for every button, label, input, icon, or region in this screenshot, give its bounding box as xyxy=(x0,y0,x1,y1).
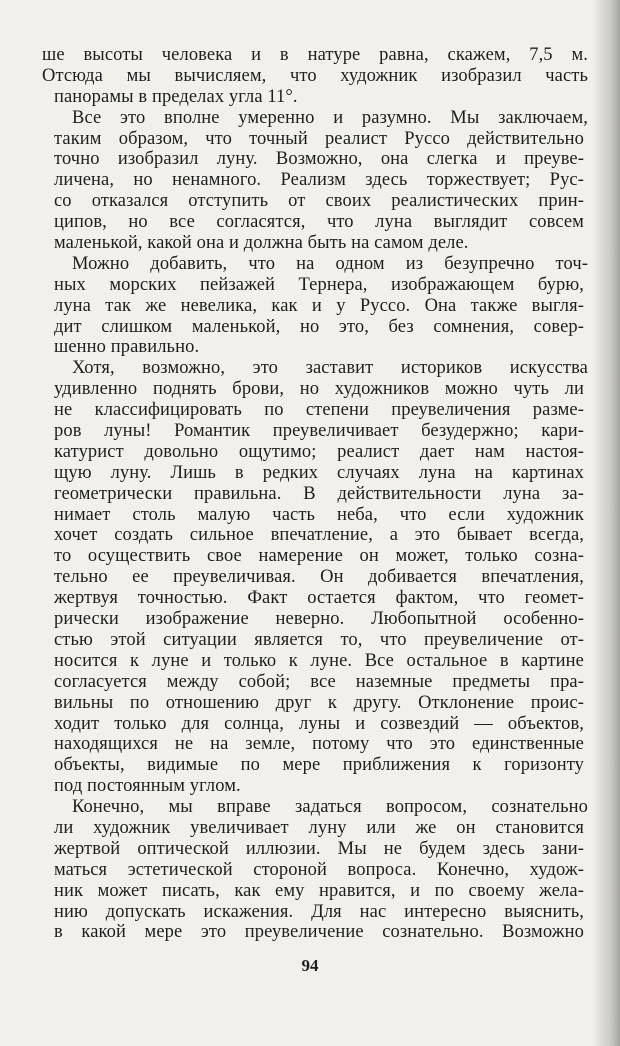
paragraph-start: Хотя, возможно, это заставит историков искусства xyxy=(72,358,588,379)
text-line: ных морских пейзажей Тернера, изображающем бурю, xyxy=(54,274,584,295)
paragraph-start: Конечно, мы вправе задаться вопросом, сознательно xyxy=(72,797,588,818)
text-line: объекты, видимые по мере приближения к горизонту xyxy=(54,755,584,776)
text-line: рически изображение неверно. Любопытной особенно- xyxy=(54,609,584,630)
text-line: щую луну. Лишь в редких случаях луна на картинах xyxy=(54,462,584,483)
text-line: личена, но ненамного. Реализм здесь торжествует; Рус- xyxy=(54,170,584,191)
text-line: вильны по отношению друг к другу. Отклонение проис- xyxy=(54,692,584,713)
text-line: таким образом, что точный реалист Руссо действительно xyxy=(54,128,584,149)
text-line: Отсюда мы вычисляем, что художник изобразил часть xyxy=(42,65,588,86)
body-text xyxy=(42,45,588,943)
text-line: в какой мере это преувеличение сознательно. Возможно xyxy=(54,922,584,943)
text-line: тельно ее преувеличивая. Он добивается впечатления, xyxy=(54,567,584,588)
text-line: ципов, но все согласятся, что луна выглядит совсем xyxy=(54,212,584,233)
text-line: луна так же невелика, как и у Руссо. Она также выгля- xyxy=(54,295,584,316)
text-line: панорамы в пределах угла 11°. xyxy=(54,86,298,107)
text-line: катурист довольно ощутимо; реалист дает нам настоя- xyxy=(54,441,584,462)
text-line: не классифицировать по степени преувеличения разме- xyxy=(54,400,584,421)
text-line: ли художник увеличивает луну или же он становится xyxy=(54,817,584,838)
text-line: носится к луне и только к луне. Все остальное в картине xyxy=(54,650,584,671)
text-line: ник может писать, как ему нравится, и по своему жела- xyxy=(54,880,584,901)
text-line: под постоянным углом. xyxy=(54,776,241,797)
page-number: 94 xyxy=(301,956,319,975)
text-line: согласуется между собой; все наземные предметы пра- xyxy=(54,671,584,692)
text-line: удивленно поднять брови, но художников можно чуть ли xyxy=(54,379,584,400)
text-line: находящихся не на земле, потому что это единственные xyxy=(54,734,584,755)
text-line: нию допускать искажения. Для нас интересно выяснить, xyxy=(54,901,584,922)
text-line: жертвой оптической иллюзии. Мы не будем здесь зани- xyxy=(54,838,584,859)
paragraph-start: Можно добавить, что на одном из безупречно точ- xyxy=(72,253,588,274)
text-line: маться эстетической стороной вопроса. Конечно, худож- xyxy=(54,859,584,880)
text-line: геометрически правильна. В действительности луна за- xyxy=(54,483,584,504)
text-line: со отказался отступить от своих реалистических прин- xyxy=(54,191,584,212)
text-line: нимает столь малую часть неба, что если художник xyxy=(54,504,584,525)
text-line: ходит только для солнца, луны и созвездий — объектов, xyxy=(54,713,584,734)
paragraph-start: Все это вполне умеренно и разумно. Мы заключаем, xyxy=(72,107,588,128)
text-line: то осуществить свое намерение он может, только созна- xyxy=(54,546,584,567)
page-edge-shadow xyxy=(592,0,620,1046)
text-line: маленькой, какой она и должна быть на самом деле. xyxy=(54,233,469,254)
text-line: стью этой ситуации является то, что преувеличение от- xyxy=(54,629,584,650)
text-line: хочет создать сильное впечатление, а это бывает всегда, xyxy=(54,525,584,546)
text-line: точно изобразил луну. Возможно, она слегка и преуве- xyxy=(54,149,584,170)
text-line: ров луны! Романтик преувеличивает безудержно; кари- xyxy=(54,421,584,442)
text-line: ше высоты человека и в натуре равна, скажем, 7,5 м. xyxy=(42,45,588,65)
text-line: шенно правильно. xyxy=(54,337,200,358)
text-line: дит слишком маленькой, но это, без сомнения, совер- xyxy=(54,316,584,337)
text-line: жертвуя точностью. Факт остается фактом, что геомет- xyxy=(54,588,584,609)
